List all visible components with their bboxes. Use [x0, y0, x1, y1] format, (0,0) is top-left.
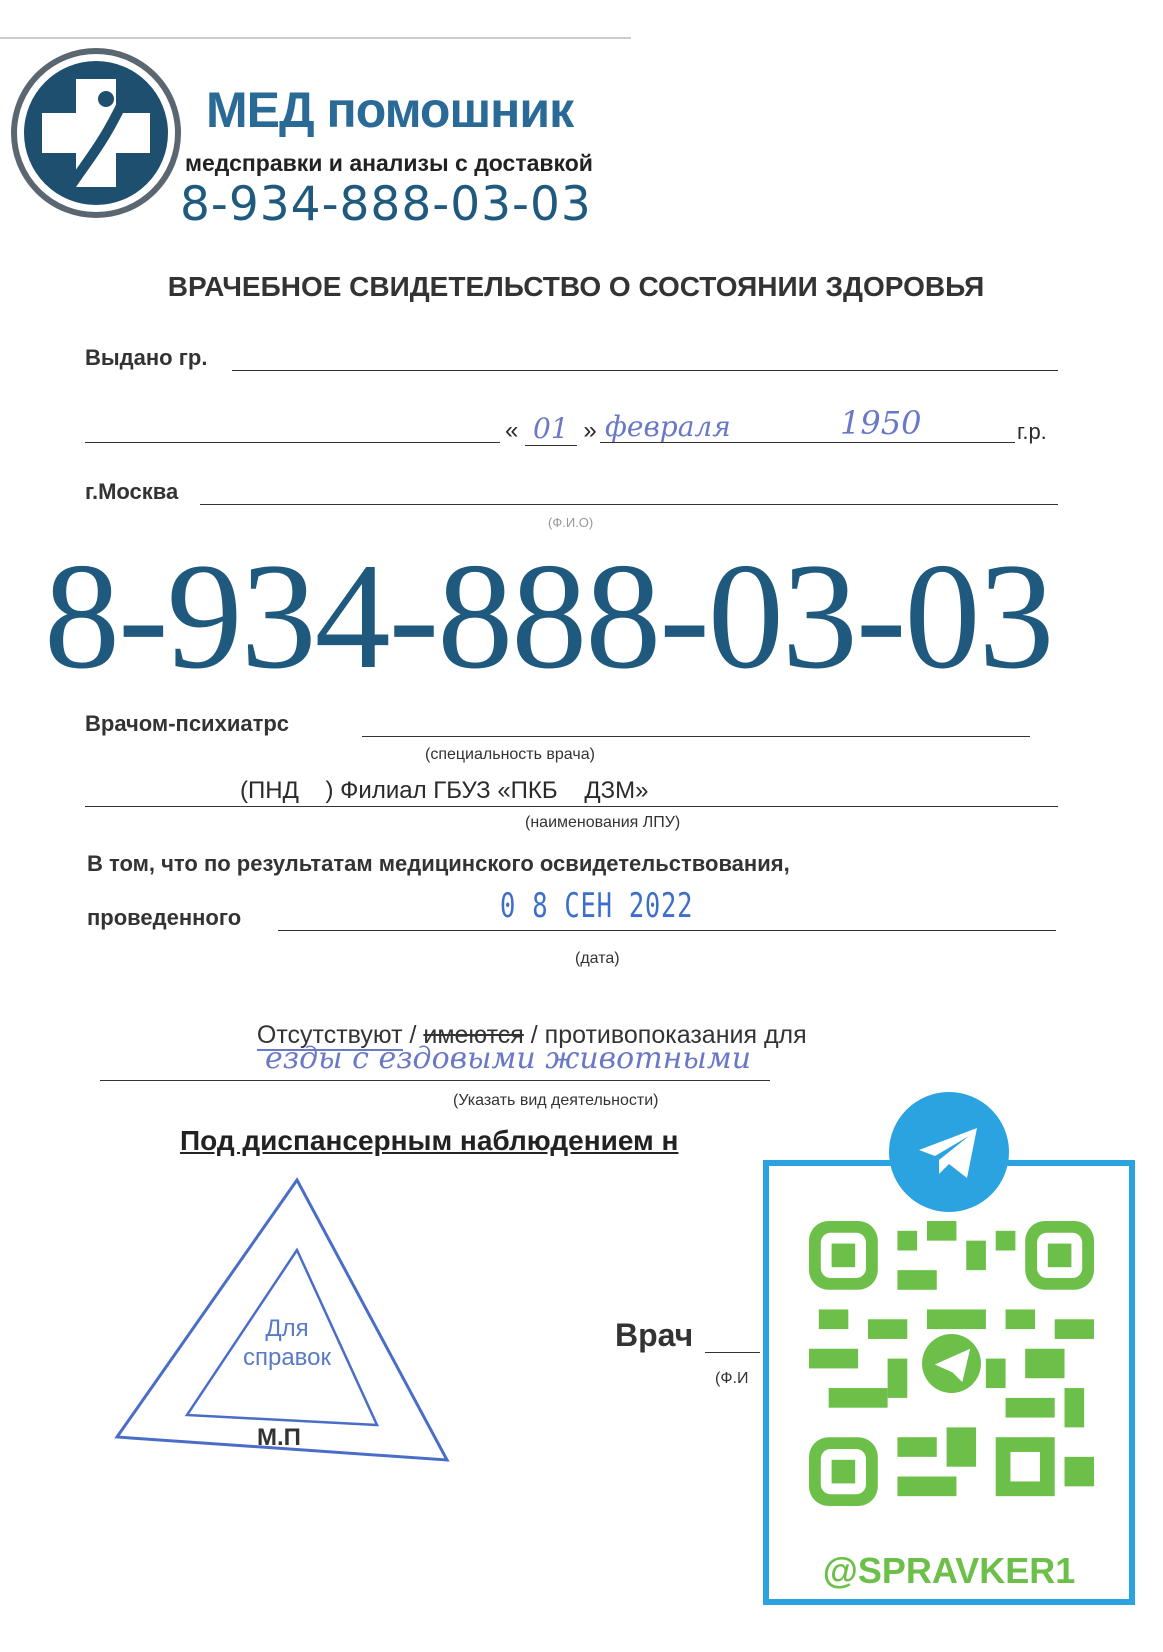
doctor-label: Врачом-психиатрс [85, 711, 290, 736]
qr-handle[interactable]: @SPRAVKER1 [822, 1550, 1076, 1591]
date-stamp: 0 8 СЕН 2022 [500, 886, 694, 926]
contra-rest: / противопоказания для [523, 1021, 807, 1049]
top-rule [0, 37, 631, 39]
stamp-mp: М.П [257, 1424, 301, 1451]
logo-brand: МЕД помошник [206, 82, 574, 138]
birth-line-right [600, 442, 1015, 443]
activity-caption: (Указать вид деятельности) [453, 1092, 659, 1109]
birth-month: февраля [605, 410, 731, 443]
birth-line-left [85, 442, 500, 443]
telegram-icon[interactable] [889, 1092, 1009, 1212]
contra-sep: / [402, 1021, 424, 1049]
specialty-line [362, 736, 1030, 737]
activity-line [100, 1080, 770, 1081]
date-caption: (дата) [575, 950, 620, 967]
sign-caption: (Ф.И [715, 1370, 749, 1387]
page-title: ВРАЧЕБНОЕ СВИДЕТЕЛЬСТВО О СОСТОЯНИИ ЗДОРОВЬЯ [167, 271, 985, 302]
institution-caption: (наименования ЛПУ) [525, 814, 681, 831]
contra-absent: Отсутствуют [256, 1021, 403, 1049]
city-label: г.Москва [85, 479, 179, 504]
contra-present: имеются [423, 1021, 524, 1049]
birth-suffix: г.р. [1017, 419, 1047, 444]
doctor-sign-label: Врач [615, 1317, 694, 1353]
city-line [200, 504, 1058, 505]
logo-tagline: медсправки и анализы с доставкой [185, 150, 593, 176]
birth-date [505, 414, 597, 445]
conducted-label: проведенного [87, 905, 242, 930]
issued-label: Выдано гр. [85, 345, 208, 370]
activity-handwritten: езды с ездовыми животными [265, 1041, 752, 1076]
stamp [112, 1175, 452, 1465]
specialty-caption: (специальность врача) [425, 746, 595, 763]
birth-day: 01 [525, 412, 577, 446]
conducted-line [278, 930, 1056, 931]
logo [10, 47, 970, 237]
open-quote: « [505, 417, 519, 444]
result-text: В том, что по результатам медицинского освидетельствования, [87, 851, 790, 876]
fio-caption: (Ф.И.О) [548, 515, 594, 530]
watermark-phone: 8-934-888-03-03 [44, 532, 1053, 700]
close-quote: » [583, 417, 597, 444]
institution-line [85, 806, 1058, 807]
issued-line [232, 370, 1058, 371]
logo-phone: 8-934-888-03-03 [180, 177, 592, 232]
qr-code [809, 1221, 1094, 1506]
medical-cross-logo-icon [10, 47, 182, 219]
sign-line [705, 1352, 760, 1353]
dispensary-label: Под диспансерным наблюдением н [180, 1125, 679, 1156]
stamp-main-text: Для справок [242, 1315, 332, 1371]
institution: (ПНД ) Филиал ГБУЗ «ПКБ ДЗМ» [240, 777, 649, 804]
birth-year: 1950 [840, 404, 922, 442]
telegram-qr-card[interactable] [763, 1160, 1135, 1605]
